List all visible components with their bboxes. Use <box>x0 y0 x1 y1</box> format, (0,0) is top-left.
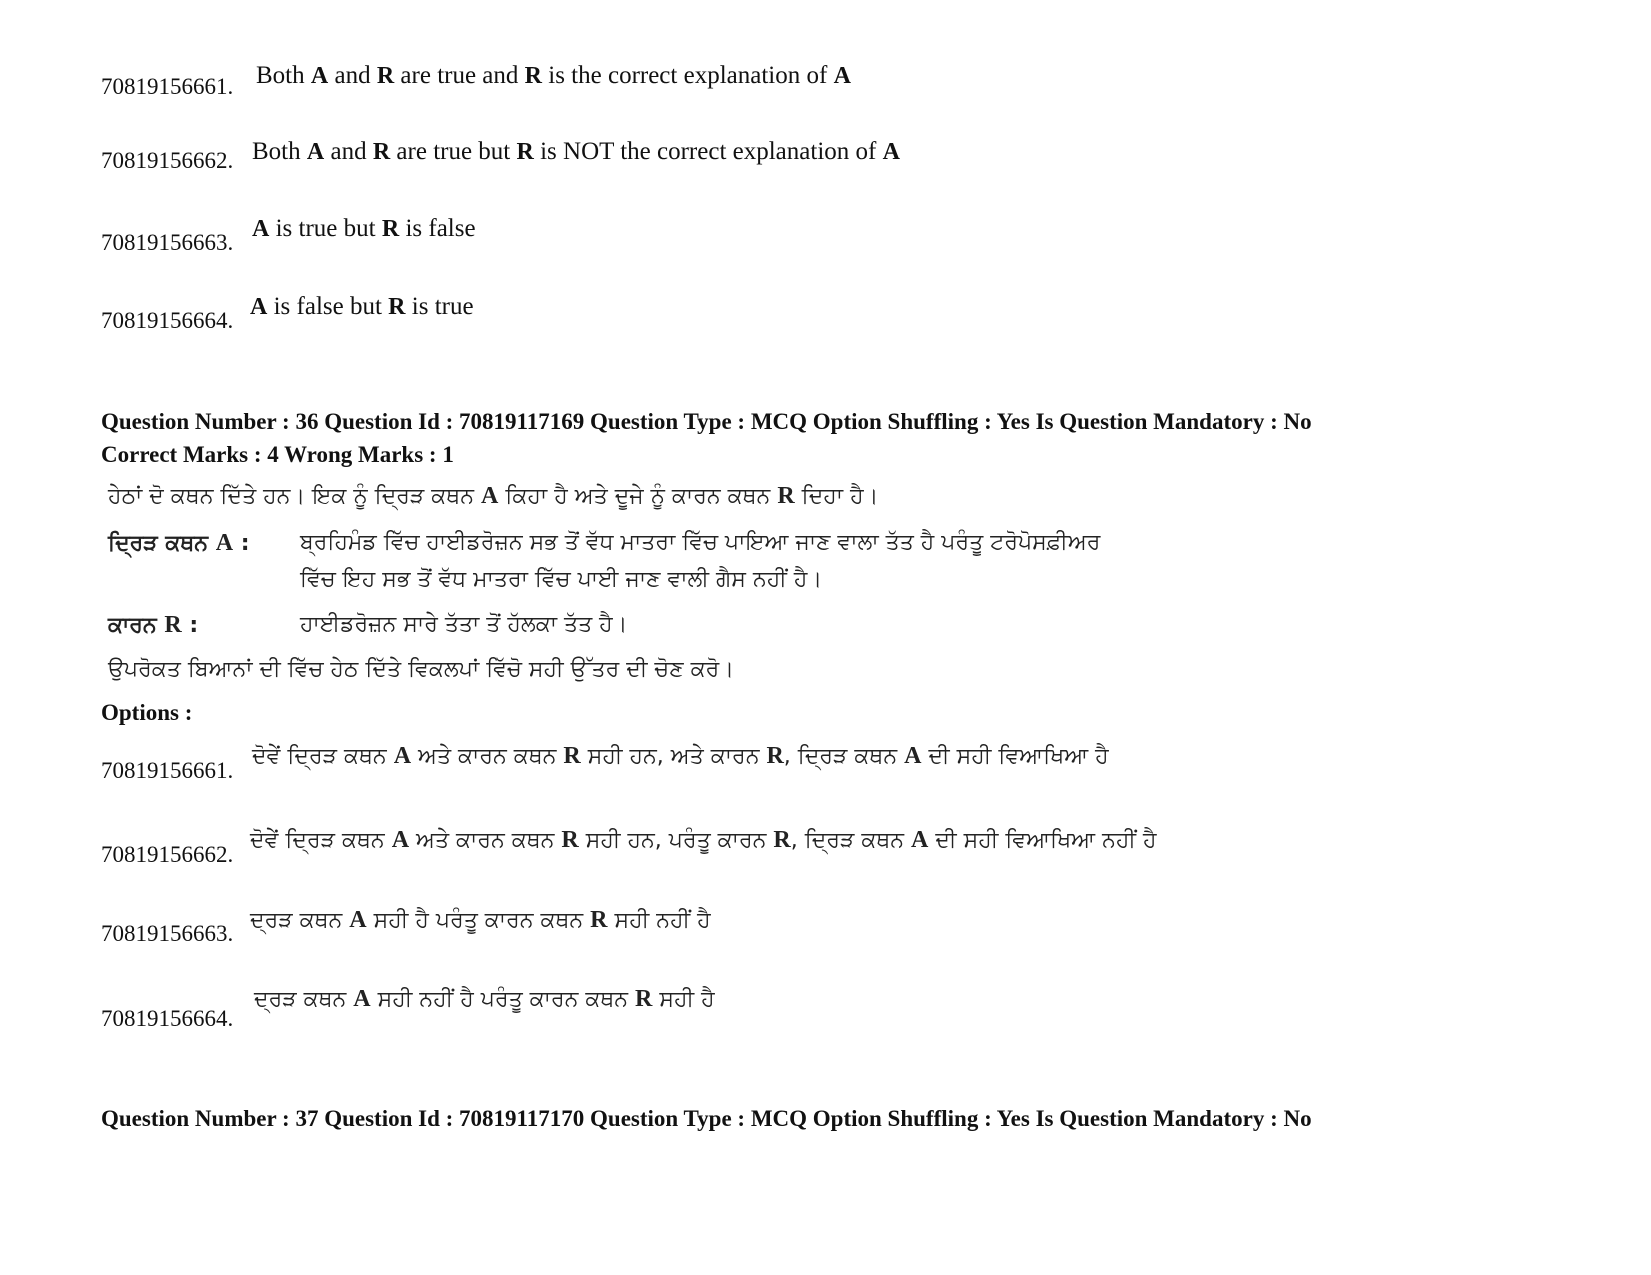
statement-letter: A <box>306 139 325 165</box>
statement-letter: R <box>766 743 784 769</box>
question-header: Question Number : 37 Question Id : 70819117170 Question Type : MCQ Option Shuffling : Yes Is Question Mandatory : No <box>101 1106 1312 1131</box>
option-text[interactable]: Both A and R are true and R is the correct explanation of A <box>256 62 851 89</box>
statement-letter: R <box>773 827 791 853</box>
statement-letter: R <box>376 63 395 89</box>
option-id: 70819156662. <box>101 842 234 867</box>
option-id: 70819156664. <box>101 1006 234 1031</box>
option-text[interactable]: ਦ੍ਰੜ ਕਥਨ A ਸਹੀ ਹੈ ਪਰੰਤੂ ਕਾਰਨ ਕਥਨ R ਸਹੀ ਨਹੀਂ ਹੈ <box>250 907 711 933</box>
statement-letter: R <box>372 139 391 165</box>
question-marks: Correct Marks : 4 Wrong Marks : 1 <box>101 442 454 467</box>
option-text[interactable]: ਦੋਵੇਂ ਦ੍ਰਿੜ ਕਥਨ A ਅਤੇ ਕਾਰਨ ਕਥਨ R ਸਹੀ ਹਨ, ਪਰੰਤੂ ਕਾਰਨ R, ਦ੍ਰਿੜ ਕਥਨ A ਦੀ ਸਹੀ ਵਿਆਖਿਆ ਨਹੀਂ ਹੈ <box>250 827 1157 853</box>
reason-label: ਕਾਰਨ R : <box>108 612 199 638</box>
statement-letter: A <box>481 483 499 509</box>
assertion-line-1: ਬ੍ਰਹਿਮੰਡ ਵਿੱਚ ਹਾਈਡਰੋਜ਼ਨ ਸਭ ਤੋਂ ਵੱਧ ਮਾਤਰਾ ਵਿੱਚ ਪਾਇਆ ਜਾਣ ਵਾਲਾ ਤੱਤ ਹੈ ਪਰੰਤੂ ਟਰੋਪੋਸਫ਼ੀਅਰ <box>300 530 1101 555</box>
statement-letter: A <box>833 63 851 89</box>
question-intro: ਹੇਠਾਂ ਦੋ ਕਥਨ ਦਿੱਤੇ ਹਨ। ਇਕ ਨੂੰ ਦ੍ਰਿੜ ਕਥਨ A ਕਿਹਾ ਹੈ ਅਤੇ ਦੂਜੇ ਨੂੰ ਕਾਰਨ ਕਥਨ R ਦਿਹਾ ਹੈ। <box>108 483 879 509</box>
statement-letter: A <box>911 827 929 853</box>
option-text[interactable]: A is true but R is false <box>252 215 476 242</box>
statement-letter: A <box>310 63 329 89</box>
assertion-label: ਦ੍ਰਿੜ ਕਥਨ A : <box>108 530 250 556</box>
statement-letter: R <box>164 612 182 638</box>
option-id: 70819156662. <box>101 148 234 173</box>
statement-letter: R <box>516 139 534 165</box>
statement-letter: A <box>353 986 371 1012</box>
question-header: Question Number : 36 Question Id : 70819117169 Question Type : MCQ Option Shuffling : Yes Is Question Mandatory : No <box>101 409 1312 434</box>
option-text[interactable]: ਦੋਵੇਂ ਦ੍ਰਿੜ ਕਥਨ A ਅਤੇ ਕਾਰਨ ਕਥਨ R ਸਹੀ ਹਨ, ਅਤੇ ਕਾਰਨ R, ਦ੍ਰਿੜ ਕਥਨ A ਦੀ ਸਹੀ ਵਿਆਖਿਆ ਹੈ <box>252 743 1109 769</box>
option-text[interactable]: Both A and R are true but R is NOT the correct explanation of A <box>252 138 900 165</box>
statement-letter: R <box>635 986 653 1012</box>
option-text[interactable]: A is false but R is true <box>250 293 474 320</box>
statement-letter: A <box>882 139 900 165</box>
question-instruction: ਉਪਰੋਕਤ ਬਿਆਨਾਂ ਦੀ ਵਿੱਚ ਹੇਠ ਦਿੱਤੇ ਵਿਕਲਪਾਂ ਵਿੱਚੋ ਸਹੀ ਉੱਤਰ ਦੀ ਚੋਣ ਕਰੋ। <box>108 657 735 682</box>
option-id: 70819156664. <box>101 308 234 333</box>
option-id: 70819156661. <box>101 758 234 783</box>
statement-letter: A <box>904 743 922 769</box>
statement-letter: A <box>391 827 410 853</box>
statement-letter: A <box>252 216 270 242</box>
statement-letter: A <box>215 530 234 556</box>
statement-letter: R <box>381 216 400 242</box>
option-id: 70819156661. <box>101 74 234 99</box>
statement-letter: R <box>524 63 542 89</box>
option-text[interactable]: ਦ੍ਰੜ ਕਥਨ A ਸਹੀ ਨਹੀਂ ਹੈ ਪਰੰਤੂ ਕਾਰਨ ਕਥਨ R ਸਹੀ ਹੈ <box>254 986 715 1012</box>
statement-letter: R <box>777 483 795 509</box>
statement-letter: A <box>250 294 268 320</box>
statement-letter: R <box>561 827 579 853</box>
statement-letter: R <box>590 907 608 933</box>
statement-letter: R <box>388 294 406 320</box>
assertion-line-2: ਵਿੱਚ ਇਹ ਸਭ ਤੋਂ ਵੱਧ ਮਾਤਰਾ ਵਿੱਚ ਪਾਈ ਜਾਣ ਵਾਲੀ ਗੈਸ ਨਹੀਂ ਹੈ। <box>300 567 823 592</box>
statement-letter: A <box>349 907 367 933</box>
options-label: Options : <box>101 700 193 725</box>
statement-letter: R <box>563 743 581 769</box>
statement-letter: A <box>393 743 412 769</box>
reason-text: ਹਾਈਡਰੋਜ਼ਨ ਸਾਰੇ ਤੱਤਾ ਤੋਂ ਹੱਲਕਾ ਤੱਤ ਹੈ। <box>300 612 628 637</box>
option-id: 70819156663. <box>101 921 234 946</box>
option-id: 70819156663. <box>101 230 234 255</box>
